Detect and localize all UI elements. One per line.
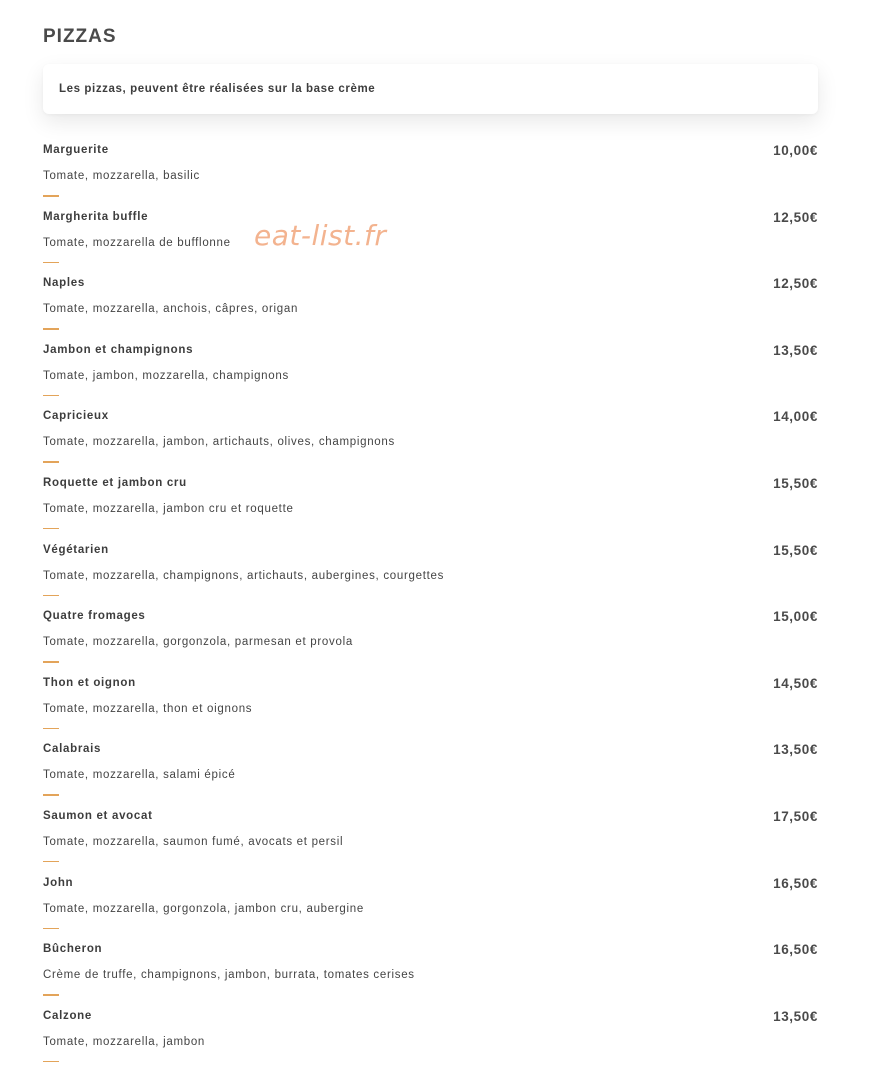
item-price: 13,50€ (773, 742, 818, 758)
item-separator (43, 861, 59, 863)
item-description: Tomate, mozzarella, gorgonzola, jambon cru, aubergine (43, 902, 364, 915)
item-description: Tomate, mozzarella, saumon fumé, avocats et persil (43, 835, 344, 848)
item-name: Calabrais (43, 743, 102, 756)
item-separator (43, 661, 59, 663)
item-price: 15,50€ (773, 542, 818, 558)
item-description: Tomate, mozzarella, salami épicé (43, 769, 236, 782)
item-description: Crème de truffe, champignons, jambon, burrata, tomates cerises (43, 969, 415, 982)
item-separator (43, 395, 59, 397)
item-name: Végétarien (43, 543, 109, 556)
item-price: 10,00€ (773, 143, 818, 158)
item-price: 16,50€ (773, 942, 818, 958)
menu-item (43, 876, 818, 943)
item-description: Tomate, jambon, mozzarella, champignons (43, 369, 289, 382)
item-separator (43, 195, 59, 197)
section-title: PIZZAS (43, 26, 117, 47)
item-description: Tomate, mozzarella, basilic (43, 170, 200, 182)
item-name: Roquette et jambon cru (43, 476, 187, 489)
menu-item (43, 343, 818, 410)
menu-item (43, 942, 818, 1009)
item-separator (43, 928, 59, 930)
menu-list (43, 143, 818, 1075)
item-description: Tomate, mozzarella, anchois, câpres, origan (43, 303, 299, 316)
item-price: 14,50€ (773, 675, 818, 691)
item-name: Marguerite (43, 144, 109, 156)
item-name: Saumon et avocat (43, 809, 153, 822)
item-name: Thon et oignon (43, 676, 136, 689)
item-description: Tomate, mozzarella, jambon cru et roquette (43, 502, 294, 515)
item-name: John (43, 876, 74, 889)
item-name: Jambon et champignons (43, 343, 194, 356)
item-price: 12,50€ (773, 209, 818, 225)
item-price: 12,50€ (773, 276, 818, 292)
item-name: Capricieux (43, 410, 109, 423)
item-separator (43, 728, 59, 730)
item-description: Tomate, mozzarella de bufflonne (43, 236, 231, 249)
item-price: 14,00€ (773, 409, 818, 425)
item-price: 13,50€ (773, 342, 818, 358)
item-price: 17,50€ (773, 808, 818, 824)
item-separator (43, 595, 59, 597)
info-note (43, 64, 818, 114)
item-price: 16,50€ (773, 875, 818, 891)
menu-item (43, 210, 818, 277)
watermark-text: eat-list.fr (254, 219, 387, 252)
menu-item (43, 543, 818, 610)
item-name: Naples (43, 277, 85, 290)
menu-item (43, 676, 818, 743)
menu-item (43, 742, 818, 809)
menu-item (43, 276, 818, 343)
item-separator (43, 528, 59, 530)
item-name: Bûcheron (43, 943, 103, 956)
item-separator (43, 994, 59, 996)
item-price: 15,50€ (773, 475, 818, 491)
menu-item (43, 143, 818, 210)
menu-item (43, 476, 818, 543)
item-description: Tomate, mozzarella, champignons, artichauts, aubergines, courgettes (43, 569, 445, 582)
menu-item (43, 1009, 818, 1075)
item-separator (43, 461, 59, 463)
item-separator (43, 794, 59, 796)
info-note-text: Les pizzas, peuvent être réalisées sur la base crème (59, 83, 376, 95)
item-price: 13,50€ (773, 1008, 818, 1024)
item-name: Calzone (43, 1009, 92, 1022)
menu-item (43, 409, 818, 476)
item-description: Tomate, mozzarella, jambon (43, 1035, 206, 1048)
item-name: Quatre fromages (43, 610, 146, 623)
item-separator (43, 328, 59, 330)
item-separator (43, 1061, 59, 1063)
item-description: Tomate, mozzarella, thon et oignons (43, 702, 253, 715)
item-separator (43, 262, 59, 264)
menu-item (43, 609, 818, 676)
item-name: Margherita buffle (43, 210, 149, 223)
item-price: 15,00€ (773, 609, 818, 625)
menu-item (43, 809, 818, 876)
item-description: Tomate, mozzarella, gorgonzola, parmesan et provola (43, 636, 353, 649)
item-description: Tomate, mozzarella, jambon, artichauts, olives, champignons (43, 436, 395, 449)
